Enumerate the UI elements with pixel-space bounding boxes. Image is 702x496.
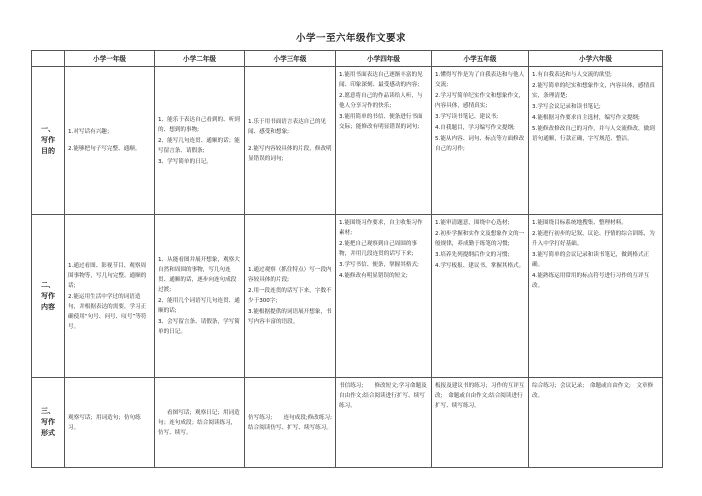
table-row-purpose (32, 67, 663, 215)
table-cell: 1.对写话有兴趣； 2.能够把句子写完整、通顺。 (65, 67, 155, 215)
table-cell: 1.能围绕习作要求，自主收集习作素材; 2.能把自己观察到自己周围的事物，并用几段连贯的话写下来; 3.学写书信、便条，掌握其格式; 4.能修改有明显错误的短文; (336, 215, 432, 378)
document-title: 小学一至六年级作文要求 (295, 33, 406, 44)
table-cell: 1.通过看图、影视节目、观察周围事物等，写几句完整、通顺的话; 2.能运用生活中学过的词语造句，并根据表达的需要，学习正确使用“句号、问号、叹号”等符号。 (65, 215, 155, 378)
table-cell: 1、能乐于表达自己看到的、听到的、想到的事物; 2、能写几句连贯、通顺的话；能写留言条、请假条; 3、学写简单的日记。 (155, 67, 245, 215)
table-cell: 1、从能看图并展开想象，观察大自然和周围的事物，写几句连贯、通顺的话，逐步向连句成段过渡; 2、能用几个词语写几句连贯、通顺的话; 3、会写留言条、请假条，学写简单的日记。 (155, 215, 245, 378)
table-cell: 书信练习; 修改短文;学习命题及自由作文;结合阅读进行扩写、续写练习。 (336, 378, 432, 468)
column-header-grade-5: 小学五年级 (432, 51, 529, 67)
table-cell: 综合练习；会议记录; 命题或自由作文; 文章修改。 (529, 378, 663, 468)
table-cell: 1.能审清题意，围绕中心选材; 2.初步学握和实作文及想象作文的一般规律，养成勤于练笔的习惯; 3.培养先列提纲后作文的习惯; 4.学写板报、建议书，掌握其格式。 (432, 215, 529, 378)
table-row-content (32, 215, 663, 378)
table-cell: 1.能用书面表达自己逐渐丰富的见闻、印象深刻、最受感动的内容; 2.愿意将自己的作品读给人听，与他人分享习作的快乐; 3.能用简单的书信、便条进行书面交际；能修改有明显错误的词句; (336, 67, 432, 215)
table-cell: 板报及建议书的练习；习作的互评互改; 命题或自由作文;结合阅读进行扩写、续写练习。 (432, 378, 529, 468)
table-row-form (32, 378, 663, 468)
column-header-grade-1: 小学一年级 (65, 51, 155, 67)
table-cell: 1.有自我表达和与人交流的欲望; 2.能写简单的纪实和想象作文，内容具体，感情真实，条理清楚; 3.学写会议记录和读书笔记; 4.能根据习作要求自主选材，编写作文提纲; 5.能修改修改自己的习作，并与人交流修改，做到语句通顺，行款正确，字写规范、整洁。 (529, 67, 663, 215)
column-header-grade-2: 小学二年级 (155, 51, 245, 67)
column-header-grade-4: 小学四年级 (336, 51, 432, 67)
table-cell: 1.懂得写作是为了自我表达和与他人交流; 2.学习写简单纪实作文和想象作文，内容具体，感情真实; 3.学写读书笔记、建议书; 4.自我题目，学习编写作文提纲; 5.能从内容、词句、标点等方面修改自己的习作; (432, 67, 529, 215)
corner-cell (32, 51, 65, 67)
row-header-form: 三、 写作 形式 (32, 378, 65, 468)
table-cell: 1.乐于用书面语言表达自己的见闻、感受和想象; 2.能写内容较具体的片段，修改明显错误的词句; (245, 67, 336, 215)
row-header-content: 二、 写作 内容 (32, 215, 65, 378)
table-cell: 仿写练习; 连句成段;修改练习; 结合阅读仿写、扩写、续写练习。 (245, 378, 336, 468)
table-cell: 观察写话；用词造句；仿句练习。 (65, 378, 155, 468)
table-cell: 看图写话；观察日记；用词造句；连句成段；结合阅读练习，仿写、续写。 (155, 378, 245, 468)
table-cell: 1.通过观察（抓住特点）写一段内容较具体的片段; 2.用一段连贯的话写下来，字数不少于300字; 3.能根据提供的词语展开想象，书写内容丰富的语段。 (245, 215, 336, 378)
header-row (32, 51, 663, 67)
column-header-grade-3: 小学三年级 (245, 51, 336, 67)
requirements-table (31, 50, 663, 468)
column-header-grade-6: 小学六年级 (529, 51, 663, 67)
row-header-purpose: 一、 写作 目的 (32, 67, 65, 215)
table-cell: 1.能围绕目标系统地搜集、整理材料。 2.能进行初步的记叙、议论、抒情的综合训练，为升入中学打好基础。 3.能写简单的会议记录和读书笔记，做到格式正确。 4.能熟练运用常用的标点符号进行习作的互评互改。 (529, 215, 663, 378)
